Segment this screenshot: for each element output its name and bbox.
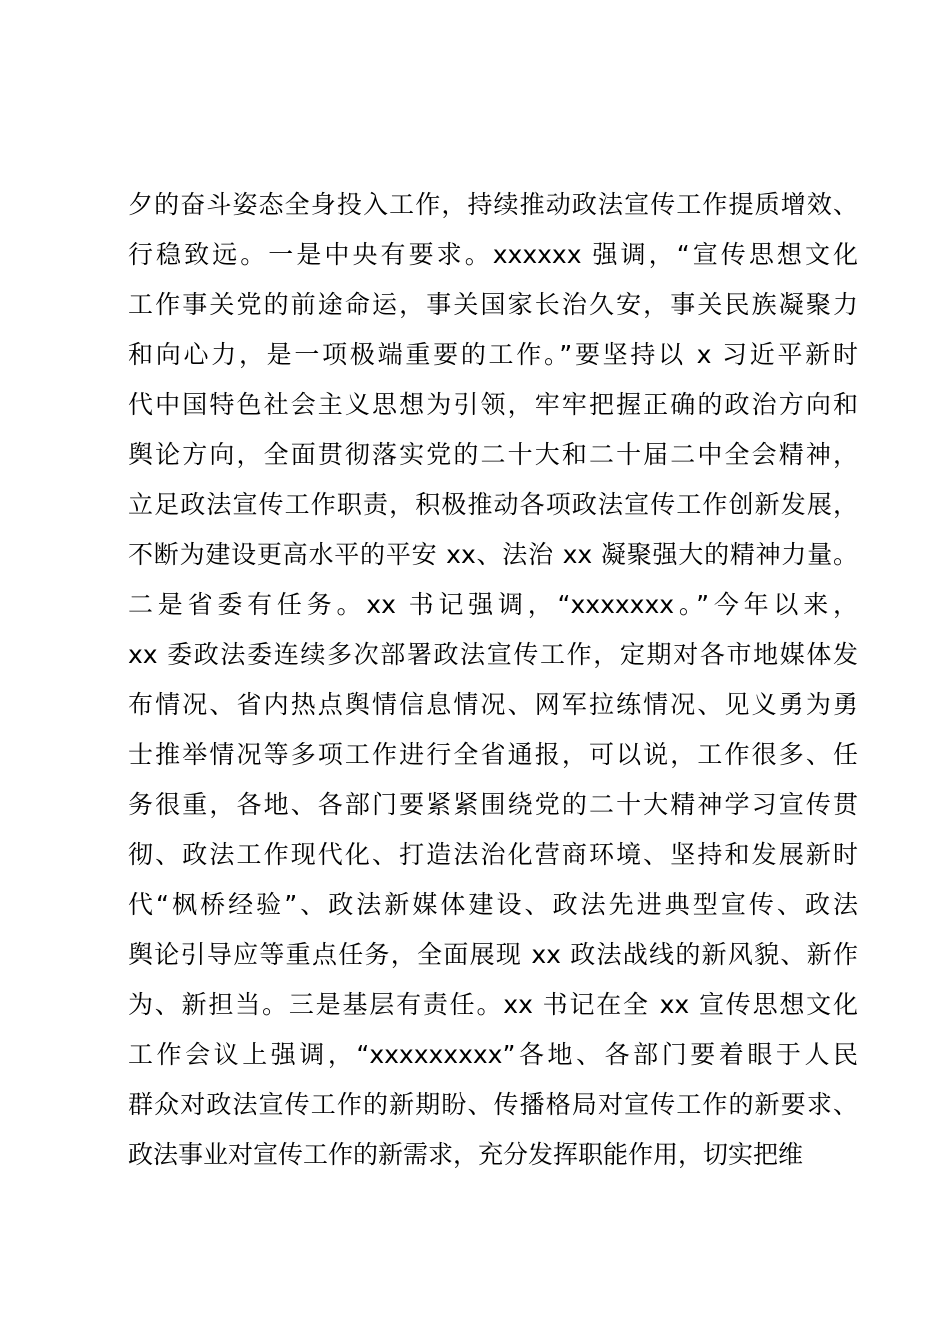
text-line: 群众对政法宣传工作的新期盼、传播格局对宣传工作的新要求、 <box>128 1090 858 1119</box>
text-line: 代“枫桥经验”、政法新媒体建设、政法先进典型宣传、政法 <box>128 890 858 919</box>
text-line: 政法事业对宣传工作的新需求，充分发挥职能作用，切实把维 <box>128 1140 804 1169</box>
text-line: 舆论方向，全面贯彻落实党的二十大和二十届二中全会精神， <box>128 440 858 469</box>
text-line: 行稳致远。一是中央有要求。xxxxxx 强调，“宣传思想文化 <box>128 240 858 269</box>
text-line: 工作事关党的前途命运，事关国家长治久安，事关民族凝聚力 <box>128 290 858 319</box>
text-line: 彻、政法工作现代化、打造法治化营商环境、坚持和发展新时 <box>128 840 858 869</box>
text-line: 夕的奋斗姿态全身投入工作，持续推动政法宣传工作提质增效、 <box>128 190 858 219</box>
text-line: xx 委政法委连续多次部署政法宣传工作，定期对各市地媒体发 <box>128 640 858 669</box>
text-line: 为、新担当。三是基层有责任。xx 书记在全 xx 宣传思想文化 <box>128 990 858 1019</box>
text-line: 和向心力，是一项极端重要的工作。”要坚持以 x 习近平新时 <box>128 340 858 369</box>
text-line: 布情况、省内热点舆情信息情况、网军拉练情况、见义勇为勇 <box>128 690 858 719</box>
text-line: 代中国特色社会主义思想为引领，牢牢把握正确的政治方向和 <box>128 390 858 419</box>
text-line: 工作会议上强调，“xxxxxxxxx”各地、各部门要着眼于人民 <box>128 1040 858 1069</box>
text-line: 立足政法宣传工作职责，积极推动各项政法宣传工作创新发展， <box>128 490 858 519</box>
body-text <box>128 180 858 1180</box>
text-line: 不断为建设更高水平的平安 xx、法治 xx 凝聚强大的精神力量。 <box>128 540 858 569</box>
text-line: 务很重，各地、各部门要紧紧围绕党的二十大精神学习宣传贯 <box>128 790 858 819</box>
text-line: 士推举情况等多项工作进行全省通报，可以说，工作很多、任 <box>128 740 858 769</box>
text-line: 二是省委有任务。xx 书记强调，“xxxxxxx。”今年以来， <box>128 590 858 619</box>
text-line: 舆论引导应等重点任务，全面展现 xx 政法战线的新风貌、新作 <box>128 940 858 969</box>
